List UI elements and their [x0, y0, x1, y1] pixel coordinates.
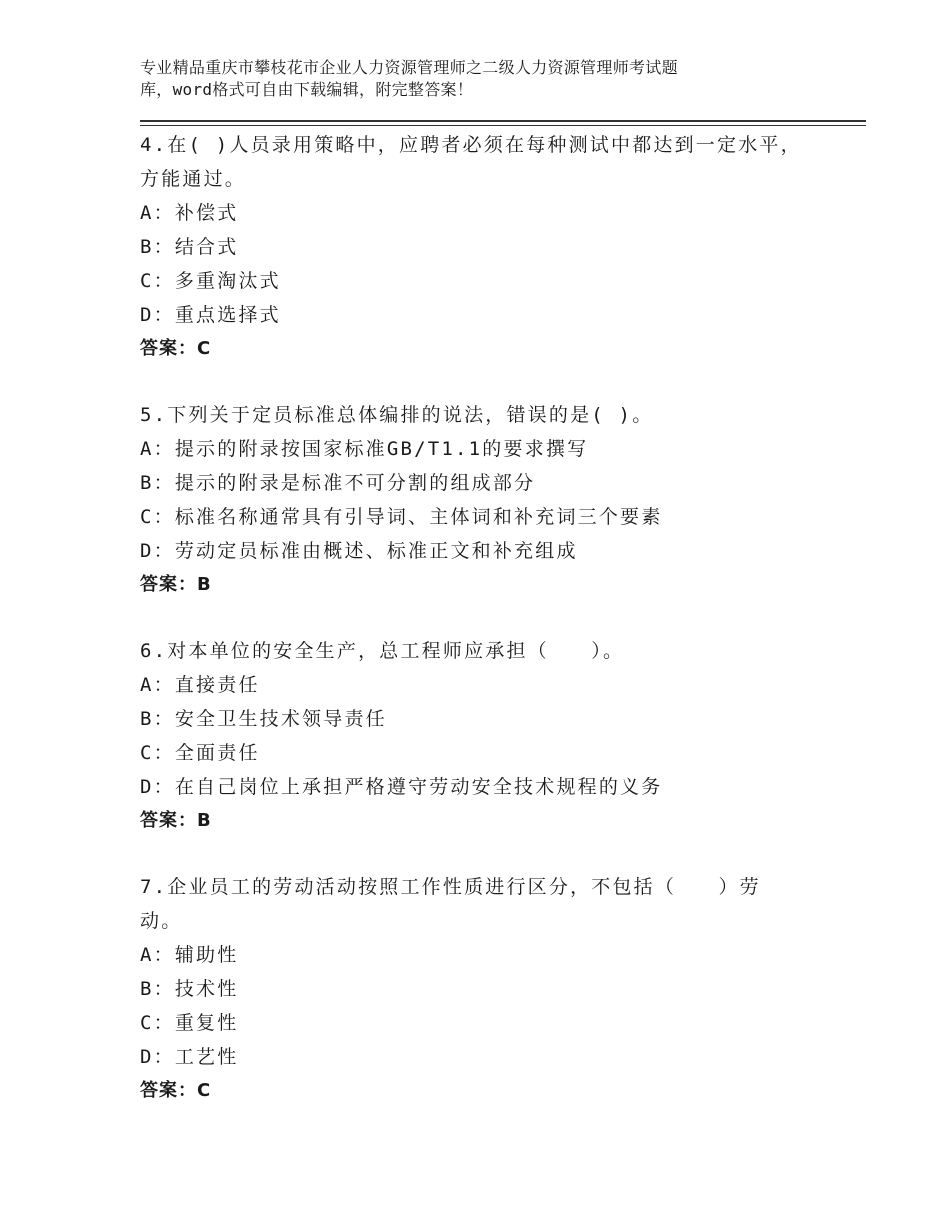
- question-5: [140, 398, 820, 602]
- answer-label: 答案：C: [140, 1080, 212, 1101]
- question-4: [140, 128, 820, 366]
- option-a: A：补偿式: [140, 202, 239, 224]
- option-a: A：直接责任: [140, 674, 260, 696]
- header-divider-thick: [140, 120, 866, 122]
- option-c: C：全面责任: [140, 742, 260, 764]
- answer-label: 答案：C: [140, 338, 212, 359]
- question-stem-line: 6.对本单位的安全生产，总工程师应承担（ ）。: [140, 640, 625, 662]
- question-stem-line: 5.下列关于定员标准总体编排的说法，错误的是( )。: [140, 404, 654, 426]
- option-a: A：提示的附录按国家标准GB/T1.1的要求撰写: [140, 438, 589, 460]
- answer-label: 答案：B: [140, 574, 212, 595]
- header-title-line-2: 库，word格式可自由下载编辑，附完整答案！: [140, 80, 474, 99]
- option-d: D：重点选择式: [140, 304, 281, 326]
- question-list: [140, 128, 820, 1108]
- option-a: A：辅助性: [140, 944, 239, 966]
- option-c: C：多重淘汰式: [140, 270, 281, 292]
- option-b: B：技术性: [140, 978, 239, 1000]
- option-b: B：安全卫生技术领导责任: [140, 708, 387, 730]
- question-6: [140, 634, 820, 838]
- answer-label: 答案：B: [140, 810, 212, 831]
- question-stem-line: 方能通过。: [140, 168, 247, 190]
- question-stem-line: 7.企业员工的劳动活动按照工作性质进行区分，不包括（ ）劳: [140, 876, 761, 898]
- option-d: D：工艺性: [140, 1046, 239, 1068]
- option-d: D：在自己岗位上承担严格遵守劳动安全技术规程的义务: [140, 776, 663, 798]
- option-d: D：劳动定员标准由概述、标准正文和补充组成: [140, 540, 578, 562]
- option-b: B：结合式: [140, 236, 239, 258]
- header-divider-thin: [140, 125, 866, 126]
- option-c: C：重复性: [140, 1012, 239, 1034]
- question-stem-line: 动。: [140, 910, 183, 932]
- option-c: C：标准名称通常具有引导词、主体词和补充词三个要素: [140, 506, 663, 528]
- option-b: B：提示的附录是标准不可分割的组成部分: [140, 472, 536, 494]
- question-7: [140, 870, 820, 1108]
- question-stem-line: 4.在( )人员录用策略中，应聘者必须在每种测试中都达到一定水平，: [140, 134, 802, 156]
- document-header: [140, 57, 780, 101]
- header-title-line-1: 专业精品重庆市攀枝花市企业人力资源管理师之二级人力资源管理师考试题: [140, 58, 678, 77]
